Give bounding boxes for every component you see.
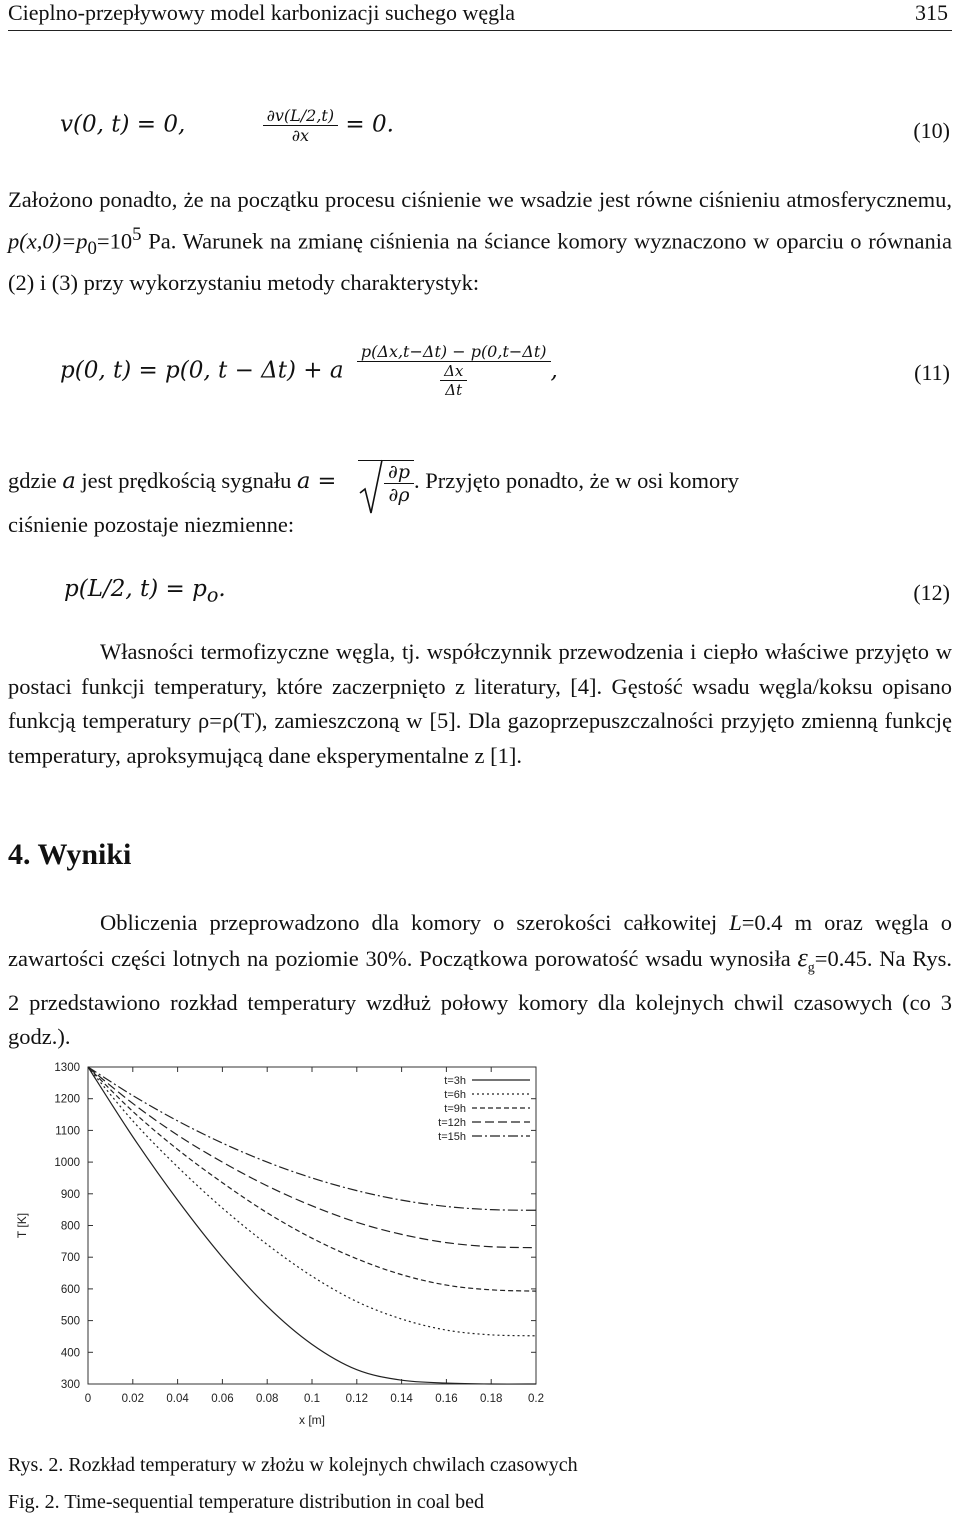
para4-epsilon: ε <box>797 942 808 972</box>
series-line-t15h <box>88 1067 536 1210</box>
eq11-den1: Δx <box>440 362 467 381</box>
equation-12 <box>64 576 226 607</box>
eq10-label: (10) <box>913 118 950 143</box>
x-tick-label: 0.12 <box>345 1393 368 1405</box>
y-tick-label: 700 <box>60 1252 80 1265</box>
eq10-numerator: ∂v(L/2,t) <box>263 106 339 126</box>
eq12-text: p(L/2, t) = p <box>64 576 207 602</box>
x-tick-label: 0.2 <box>528 1393 544 1405</box>
para2-mid: jest prędkością sygnału <box>75 468 297 494</box>
y-tick-label: 400 <box>60 1347 80 1360</box>
y-tick-label: 900 <box>60 1188 80 1201</box>
eq11-inner-fraction <box>440 362 467 399</box>
x-tick-label: 0.16 <box>435 1393 458 1405</box>
para2-pre: gdzie <box>8 468 63 494</box>
x-tick-label: 0.02 <box>121 1393 144 1405</box>
sqrt-sign <box>358 459 384 517</box>
x-tick-label: 0.06 <box>211 1393 234 1405</box>
para2-line2: ciśnienie pozostaje niezmienne: <box>8 512 295 537</box>
eq10-fraction <box>263 106 339 145</box>
eq11-denominator <box>357 362 551 399</box>
x-tick-label: 0.18 <box>480 1393 503 1405</box>
para2-num: ∂p <box>384 461 414 484</box>
eq11-den2: Δt <box>445 381 463 399</box>
x-axis-label: x [m] <box>299 1413 325 1427</box>
chart-legend <box>438 1075 530 1143</box>
eq12-dot: . <box>218 576 226 602</box>
eq10-right: = 0. <box>345 111 394 138</box>
series-line-t6h <box>88 1067 536 1336</box>
section-heading: 4. Wyniki <box>8 838 132 871</box>
y-tick-label: 800 <box>60 1220 80 1233</box>
x-tick-label: 0 <box>84 1393 92 1405</box>
x-tick-label: 0.14 <box>390 1393 413 1405</box>
eq11-numerator: p(Δx,t−Δt) − p(0,t−Δt) <box>357 342 551 362</box>
x-tick-label: 0.1 <box>304 1393 320 1405</box>
para1-sup: 5 <box>132 223 142 245</box>
caption-pl: Rys. 2. Rozkład temperatury w złożu w kolejnych chwilach czasowych <box>8 1454 578 1476</box>
y-tick-label: 1200 <box>54 1093 80 1106</box>
para2-post: . Przyjęto ponadto, że w osi komory <box>414 468 739 494</box>
legend-label: t=15h <box>438 1131 466 1143</box>
running-header <box>8 0 952 31</box>
temperature-chart <box>0 1052 560 1438</box>
eq11-comma: , <box>550 357 558 384</box>
eq12-sub: o <box>206 583 219 607</box>
series-line-t12h <box>88 1067 536 1248</box>
paragraph-1 <box>8 183 952 301</box>
y-tick-label: 300 <box>60 1379 80 1391</box>
y-tick-label: 1000 <box>54 1157 80 1170</box>
legend-label: t=12h <box>438 1117 466 1129</box>
paragraph-2 <box>8 460 952 506</box>
y-axis-label: T [K] <box>15 1212 29 1239</box>
x-tick-label: 0.04 <box>166 1393 189 1405</box>
legend-label: t=9h <box>444 1103 466 1115</box>
caption-en: Fig. 2. Time-sequential temperature distribution in coal bed <box>8 1491 485 1513</box>
page-number: 315 <box>915 0 948 25</box>
series-group <box>88 1067 536 1384</box>
para4-a: Obliczenia przeprowadzono dla komory o szerokości całkowitej <box>100 910 730 935</box>
paragraph-3: Własności termofizyczne węgla, tj. współczynnik przewodzenia i ciepło właściwe przyjęto w postaci funkcji temperatury, które zaczerpnięto z literatury, [4]. Gęstość wsadu węgla/koksu opisano funkcją temperatury ρ=ρ(T), zamieszczoną w [5]. Dla gazoprzepuszczalności przyjęto zmienną funkcję temperatury, aproksymującą dane eksperymentalne z [1]. <box>8 639 952 768</box>
para1-text-a: Założono ponadto, że na początku procesu ciśnienie we wsadzie jest równe ciśnieniu atmosferycznemu, <box>8 187 952 212</box>
para1-formula: p(x,0)=p <box>8 228 88 253</box>
y-tick-label: 1100 <box>55 1125 80 1138</box>
sqrt-expression <box>358 460 414 506</box>
eq11-label: (11) <box>914 360 950 385</box>
x-axis-ticks <box>85 1067 544 1405</box>
y-tick-label: 600 <box>60 1283 80 1296</box>
equation-10 <box>60 106 394 145</box>
paragraph-4 <box>8 906 952 1055</box>
para4-d: =0.45. Na Rys. 2 przedstawiono rozkład temperatury wzdłuż połowy komory dla kolejnych chwil czasowych (co 3 godz.). <box>8 945 953 1049</box>
para1-sub: 0 <box>87 237 97 259</box>
series-line-t9h <box>88 1067 536 1291</box>
para1-text-d: Pa. Warunek na zmianę ciśnienia na ściance komory wyznaczono w oparciu o równania (2) i (3) przy wykorzystaniu metody charakterystyk: <box>8 228 952 295</box>
para2-eq: a = <box>296 468 337 495</box>
para4-c: =0.4 m oraz węgla o zawartości części lotnych na poziomie 30%. Początkowa porowatość wsadu wynosiła <box>8 910 952 971</box>
para4-sub: g <box>807 960 815 975</box>
y-tick-label: 1300 <box>54 1062 80 1074</box>
plot-frame <box>88 1067 536 1384</box>
eq10-left: v(0, t) = 0, <box>60 111 186 138</box>
x-tick-label: 0.08 <box>256 1393 279 1405</box>
series-line-t3h <box>88 1067 536 1384</box>
eq11-left: p(0, t) = p(0, t − Δt) + a <box>60 357 344 384</box>
eq10-denominator: ∂x <box>291 126 309 145</box>
para1-text-c: =10 <box>96 228 133 253</box>
eq12-label: (12) <box>913 580 950 605</box>
para2-den: ∂ρ <box>388 484 410 506</box>
y-tick-label: 500 <box>60 1315 80 1328</box>
para2-fraction <box>384 461 414 506</box>
running-title: Cieplno-przepływowy model karbonizacji suchego węgla <box>8 0 516 25</box>
eq11-fraction <box>357 342 551 399</box>
legend-label: t=6h <box>444 1089 466 1101</box>
legend-label: t=3h <box>444 1075 466 1087</box>
equation-11 <box>60 342 558 399</box>
para4-L: L <box>729 910 742 935</box>
para2-a: a <box>62 468 76 495</box>
